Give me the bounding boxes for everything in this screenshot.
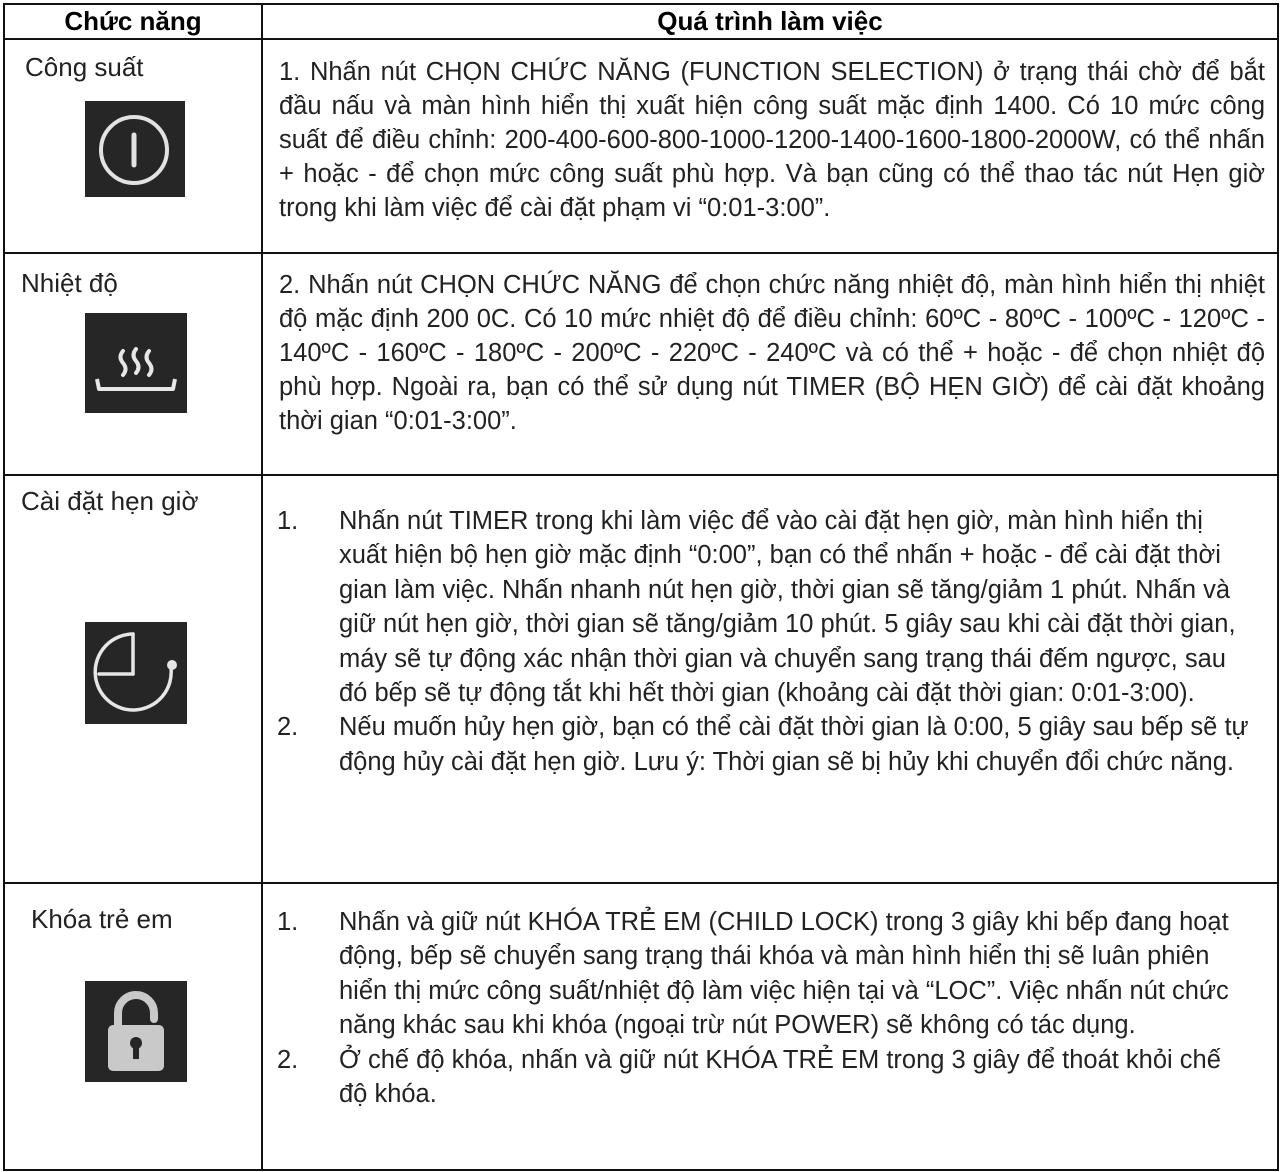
table-row [4, 475, 1278, 883]
header-function: Chức năng [4, 4, 262, 39]
step-text: Nhấn và giữ nút KHÓA TRẺ EM (CHILD LOCK) trong 3 giây khi bếp đang hoạt động, bếp sẽ chuyển sang trạng thái khóa và màn hình hiển thị sẽ luân phiên hiển thị mức công suất/nhiệt độ làm việc hiện tại và “LOC”. Việc nhấn nút chức năng khác sau khi khóa (ngoại trừ nút POWER) sẽ không có tác dụng. [339, 908, 1229, 1040]
step-number: 2. [277, 713, 299, 742]
function-name: Nhiệt độ [21, 268, 118, 298]
process-cell [262, 475, 1278, 883]
function-table [3, 3, 1279, 1171]
heat-icon [85, 313, 187, 413]
list-item [263, 504, 1277, 710]
process-text: 1. Nhấn nút CHỌN CHỨC NĂNG (FUNCTION SELECTION) ở trạng thái chờ để bắt đầu nấu và màn hình hiển thị xuất hiện công suất mặc định 1400. Có 10 mức công suất để điều chỉnh: 200-400-600-800-1000-1200-1400-1600-1800-2000W, có thể nhấn + hoặc - để chọn mức công suất phù hợp. Và bạn cũng có thể thao tác nút Hẹn giờ trong khi làm việc để cài đặt phạm vi “0:01-3:00”. [279, 58, 1265, 222]
list-item [263, 905, 1277, 1043]
step-number: 1. [277, 908, 299, 936]
step-number: 2. [277, 1045, 299, 1074]
step-text: Nhấn nút TIMER trong khi làm việc để vào cài đặt hẹn giờ, màn hình hiển thị xuất hiện bộ hẹn giờ mặc định “0:00”, bạn có thể nhấn + hoặc - để cài đặt thời gian làm việc. Nhấn nhanh nút hẹn giờ, thời gian sẽ tăng/giảm 1 phút. Nhấn và giữ nút hẹn giờ, thời gian sẽ tăng/giảm 10 phút. 5 giây sau khi cài đặt thời gian, máy sẽ tự động xác nhận thời gian và chuyển sang trạng thái đếm ngược, sau đó bếp sẽ tự động tắt khi hết thời gian (khoảng cài đặt thời gian: 0:01-3:00). [339, 507, 1236, 708]
step-text: Nếu muốn hủy hẹn giờ, bạn có thể cài đặt thời gian là 0:00, 5 giây sau bếp sẽ tự động hủy cài đặt hẹn giờ. Lưu ý: Thời gian sẽ bị hủy khi chuyển đổi chức năng. [339, 713, 1249, 776]
process-cell [262, 253, 1278, 475]
table-row [4, 39, 1278, 253]
function-cell [4, 475, 262, 883]
steps-list [263, 504, 1277, 779]
header-process: Quá trình làm việc [262, 4, 1278, 39]
table-header-row [4, 4, 1278, 39]
step-number: 1. [277, 507, 299, 535]
list-item [263, 710, 1277, 779]
table-row [4, 883, 1278, 1170]
lock-icon [85, 981, 187, 1082]
steps-list [263, 905, 1277, 1111]
function-cell [4, 883, 262, 1170]
step-text: Ở chế độ khóa, nhấn và giữ nút KHÓA TRẺ EM trong 3 giây để thoát khỏi chế độ khóa. [339, 1045, 1221, 1109]
function-name: Công suất [25, 52, 144, 82]
process-cell [262, 39, 1278, 253]
timer-icon [85, 622, 187, 724]
function-cell [4, 253, 262, 475]
function-name: Khóa trẻ em [31, 904, 173, 934]
function-cell [4, 39, 262, 253]
function-name: Cài đặt hẹn giờ [21, 486, 199, 516]
table-row [4, 253, 1278, 475]
process-cell [262, 883, 1278, 1170]
process-text: 2. Nhấn nút CHỌN CHỨC NĂNG để chọn chức năng nhiệt độ, màn hình hiển thị nhiệt độ mặc định 200 0C. Có 10 mức nhiệt độ để điều chỉnh: 60ºC - 80ºC - 100ºC - 120ºC - 140ºC - 160ºC - 180ºC - 200ºC - 220ºC - 240ºC và có thể + hoặc - để chọn nhiệt độ phù hợp. Ngoài ra, bạn có thể sử dụng nút TIMER (BỘ HẸN GIỜ) để cài đặt khoảng thời gian “0:01-3:00”. [279, 271, 1265, 435]
power-icon [85, 101, 185, 197]
list-item [263, 1043, 1277, 1112]
